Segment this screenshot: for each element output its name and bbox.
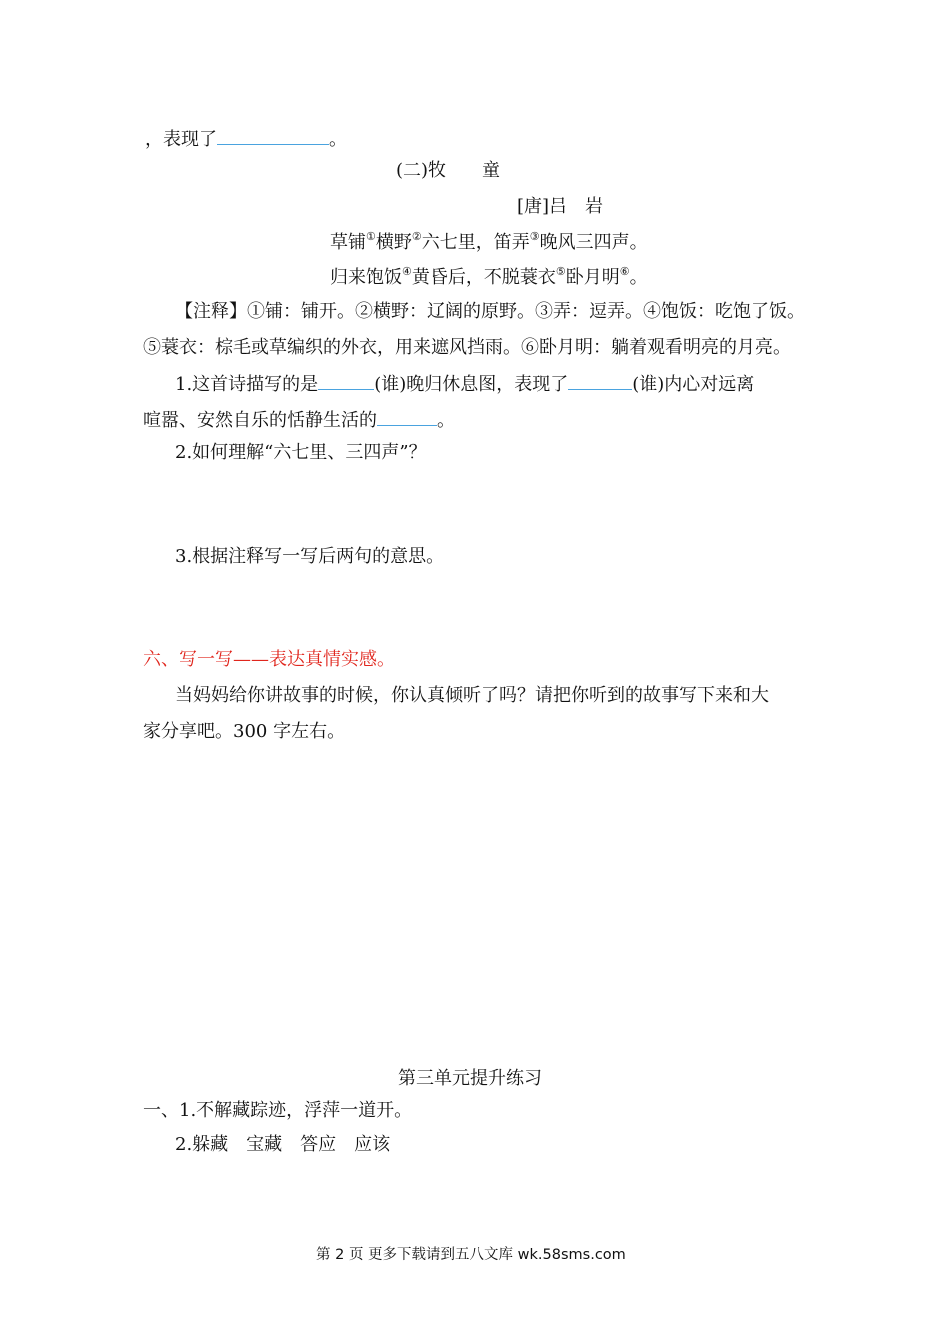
question-2: 2.如何理解“六七里、三四声”？ (175, 442, 427, 463)
prev-question-tail: ，表现了 。 (145, 126, 347, 152)
note-marker: ⑤ (555, 265, 566, 278)
poem-line-1: 草铺①横野②六七里，笛弄③晚风三四声。 (330, 230, 648, 253)
note-marker: ① (366, 230, 376, 243)
annotation-line-1: 【注释】①铺：铺开。②横野：辽阔的原野。③弄：逗弄。④饱饭：吃饱了饭。 (175, 301, 805, 322)
section-6-heading: 六、写一写——表达真情实感。 (143, 649, 395, 670)
answer-line-2: 2.躲藏 宝藏 答应 应该 (175, 1134, 391, 1155)
section-6-prompt-line-2: 家分享吧。300 字左右。 (143, 721, 346, 742)
answer-key-title: 第三单元提升练习 (398, 1068, 542, 1089)
answer-blank[interactable] (568, 371, 632, 390)
note-marker: ④ (402, 265, 412, 278)
poem-line-2: 归来饱饭④黄昏后，不脱蓑衣⑤卧月明⑥。 (330, 265, 648, 288)
answer-line-1: 一、1.不解藏踪迹，浮萍一道开。 (143, 1100, 413, 1121)
question-3: 3.根据注释写一写后两句的意思。 (175, 546, 445, 567)
answer-blank[interactable] (377, 407, 437, 426)
poem-title: (二)牧 童 (396, 160, 501, 181)
answer-blank[interactable] (217, 126, 329, 145)
page-footer: 第 2 页 更多下载请到五八文库 wk.58sms.com (316, 1247, 626, 1263)
question-1-cont: 喧嚣、安然自乐的恬静生活的 。 (143, 407, 455, 433)
section-6-prompt-line-1: 当妈妈给你讲故事的时候，你认真倾听了吗？请把你听到的故事写下来和大 (175, 685, 769, 706)
question-1: 1.这首诗描写的是 (谁)晚归休息图，表现了 (谁)内心对远离 (175, 371, 754, 397)
note-marker: ⑥ (619, 265, 630, 278)
annotation-line-2: ⑤蓑衣：棕毛或草编织的外衣，用来遮风挡雨。⑥卧月明：躺着观看明亮的月亮。 (143, 337, 791, 358)
note-marker: ③ (529, 230, 540, 243)
note-marker: ② (411, 230, 422, 243)
poem-author: [唐]吕 岩 (517, 196, 604, 217)
answer-blank[interactable] (318, 371, 374, 390)
